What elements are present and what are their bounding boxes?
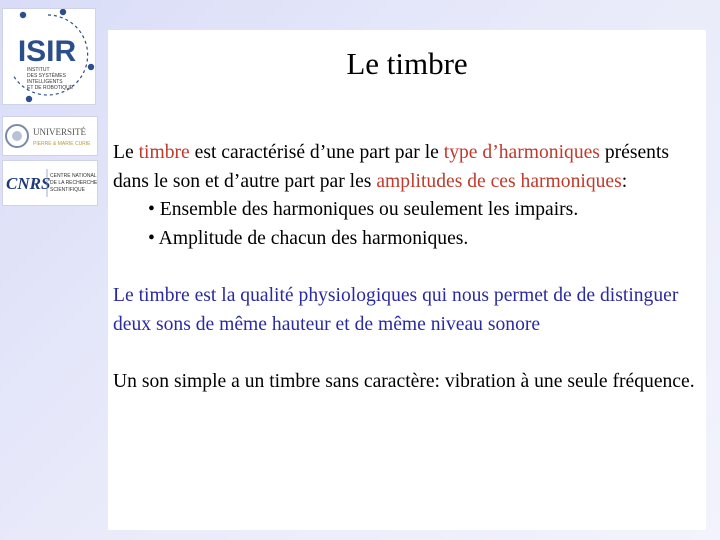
cnrs-logo-graphic (3, 161, 97, 205)
svg-text:DES SYSTÈMES: DES SYSTÈMES (27, 73, 66, 79)
paragraph-simple-sound: Un son simple a un timbre sans caractère: vibration à une seule fréquence. (113, 370, 695, 392)
term-timbre: timbre (138, 142, 190, 163)
isir-logo-name: ISIR (17, 35, 77, 68)
upmc-logo-sub: PIERRE & MARIE CURIE (33, 141, 91, 147)
bullet-item: • Ensemble des harmoniques ou seulement les impairs. (148, 199, 579, 221)
upmc-logo (2, 116, 98, 156)
svg-text:INSTITUT: INSTITUT (27, 67, 50, 73)
isir-logo (2, 8, 96, 105)
svg-text:SCIENTIFIQUE: SCIENTIFIQUE (50, 187, 86, 193)
term-amplitudes: amplitudes de ces harmoniques (376, 170, 622, 192)
upmc-logo-graphic (3, 117, 97, 155)
isir-logo-graphic (3, 9, 95, 104)
spacer (113, 253, 701, 282)
svg-text:ET DE ROBOTIQUE: ET DE ROBOTIQUE (27, 85, 74, 91)
upmc-logo-name: UNIVERSITÉ (33, 127, 86, 137)
slide-content (108, 30, 706, 530)
slide-body (113, 139, 701, 396)
cnrs-logo-name: CNRS (6, 174, 51, 193)
svg-text:DE LA RECHERCHE: DE LA RECHERCHE (50, 180, 97, 186)
bullet-item: • Amplitude de chacun des harmoniques. (148, 227, 469, 249)
cnrs-logo (2, 160, 98, 206)
svg-text:INTELLIGENTS: INTELLIGENTS (27, 79, 63, 85)
term-type-harmoniques: type d’harmoniques (443, 142, 600, 163)
svg-text:CENTRE NATIONAL: CENTRE NATIONAL (50, 173, 97, 179)
paragraph-physiology: Le timbre est la qualité physiologiques qui nous permet de de distinguer deux sons de même hauteur et de même niveau sonore (113, 284, 679, 335)
spacer (113, 339, 701, 368)
paragraph-definition: Le timbre est caractérisé d’une part par le type d’harmoniques présents dans le son et d’autre part par les amplitudes de ces harmoniques: (113, 142, 670, 192)
slide-title: Le timbre (346, 46, 468, 81)
